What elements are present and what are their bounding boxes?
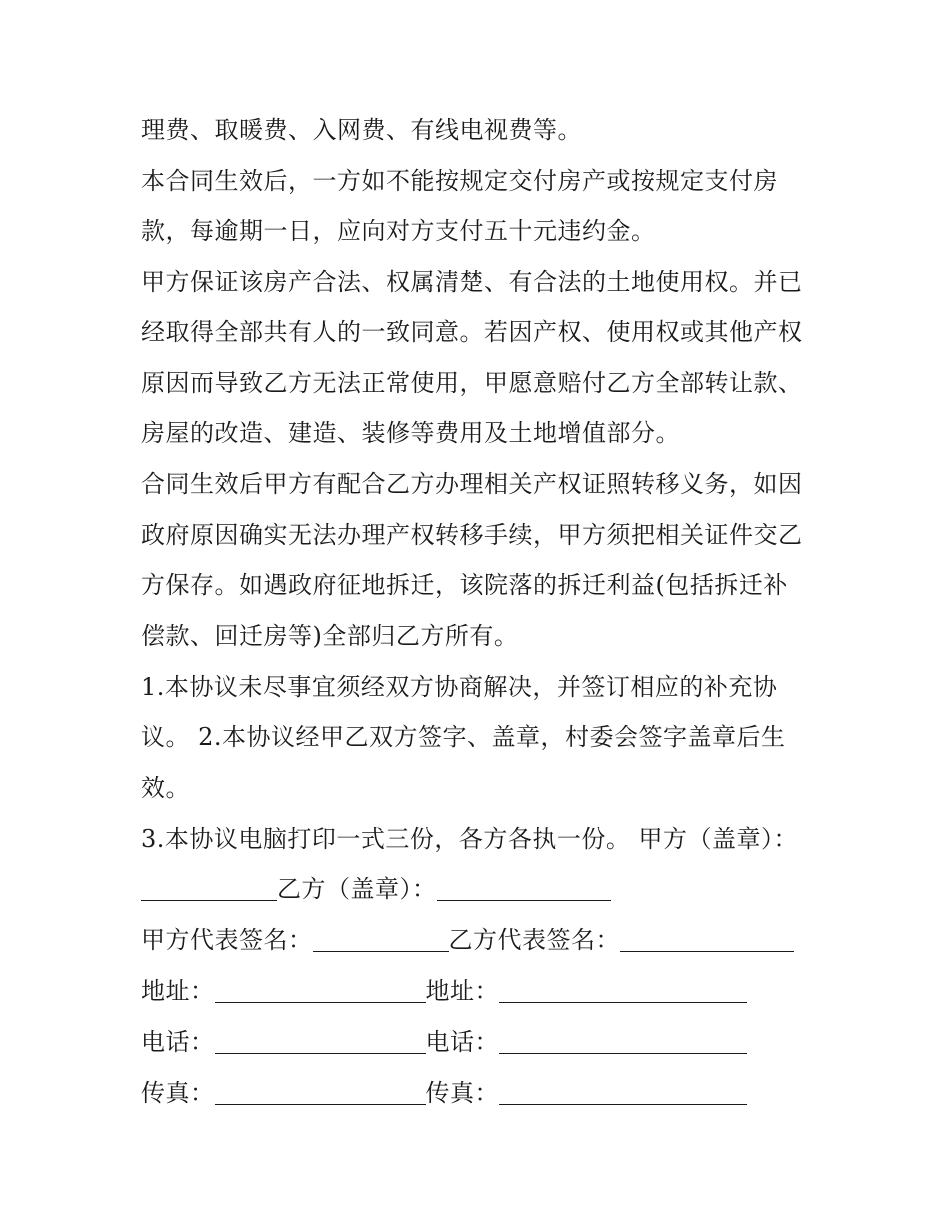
text-line-14: 效。 [141,774,190,802]
address-blank-a[interactable] [215,980,426,1003]
text-line-2: 本合同生效后，一方如不能按规定交付房产或按规定支付房 [141,167,778,195]
representative-line [141,925,794,955]
party-b-seal-label: 乙方（盖章）： [277,875,437,903]
fax-label-b: 传真： [425,1079,499,1107]
phone-label-b: 电话： [425,1028,499,1056]
fax-label-a: 传真： [141,1079,215,1107]
party-b-rep-label: 乙方代表签名： [448,926,620,954]
text-line-13: 议。 2.本协议经甲乙双方签字、盖章，村委会签字盖章后生 [141,723,786,751]
party-b-seal-blank[interactable] [437,878,611,901]
address-label-a: 地址： [141,977,215,1005]
text-line-3: 款，每逾期一日，应向对方支付五十元违约金。 [141,217,656,245]
address-label-b: 地址： [425,977,499,1005]
text-line-8: 合同生效后甲方有配合乙方办理相关产权证照转移义务，如因 [141,470,803,498]
text-line-6: 原因而导致乙方无法正常使用，甲愿意赔付乙方全部转让款、 [141,369,803,397]
text-line-10: 方保存。如遇政府征地拆迁，该院落的拆迁利益(包括拆迁补 [141,571,788,599]
phone-line [141,1027,747,1057]
text-line-1: 理费、取暖费、入网费、有线电视费等。 [141,116,582,144]
text-line-5: 经取得全部共有人的一致同意。若因产权、使用权或其他产权 [141,318,803,346]
address-blank-b[interactable] [499,980,747,1003]
fax-blank-b[interactable] [499,1082,747,1105]
party-a-rep-label: 甲方代表签名： [141,926,313,954]
phone-label-a: 电话： [141,1028,215,1056]
address-line [141,976,747,1006]
text-line-9: 政府原因确实无法办理产权转移手续，甲方须把相关证件交乙 [141,521,803,549]
fax-line [141,1078,747,1108]
text-line-7: 房屋的改造、建造、装修等费用及土地增值部分。 [141,419,680,447]
party-a-seal-blank[interactable] [141,878,277,901]
text-line-11: 偿款、回迁房等)全部归乙方所有。 [141,622,519,650]
phone-blank-b[interactable] [499,1031,747,1054]
text-line-15: 3.本协议电脑打印一式三份，各方各执一份。 甲方（盖章）： [141,825,799,853]
fax-blank-a[interactable] [215,1082,426,1105]
text-line-4: 甲方保证该房产合法、权属清楚、有合法的土地使用权。并已 [141,268,803,296]
seal-line [141,874,611,904]
party-b-rep-blank[interactable] [620,929,794,952]
party-a-rep-blank[interactable] [313,929,449,952]
phone-blank-a[interactable] [215,1031,426,1054]
text-line-12: 1.本协议未尽事宜须经双方协商解决，并签订相应的补充协 [141,673,778,701]
